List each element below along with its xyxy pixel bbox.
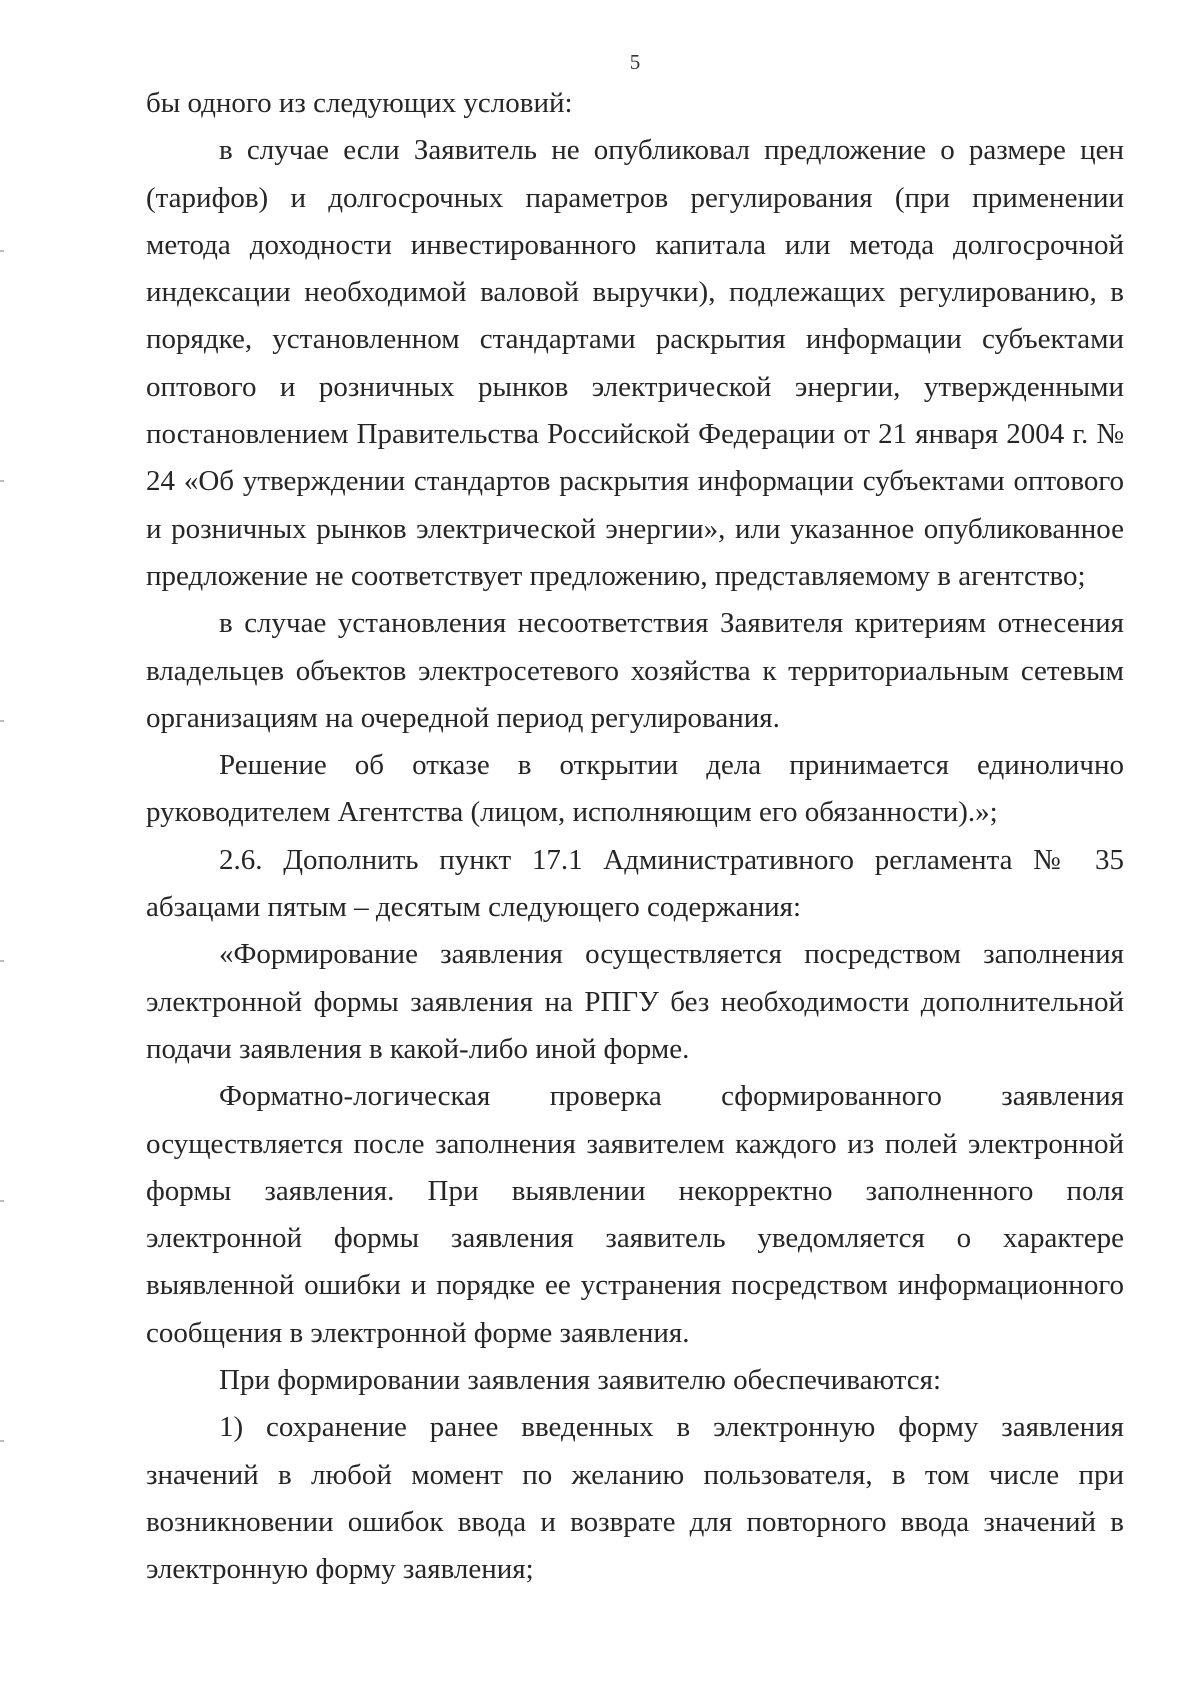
paragraph-amendment-2-6: 2.6. Дополнить пункт 17.1 Административного регламента № 35 абзацами пятым – десятым следующего содержания: [146,843,1124,924]
paragraph-condition-2: в случае установления несоответствия Заявителя критериям отнесения владельцев объектов электросетевого хозяйства к территориальным сетевым организациям на очередной период регулирования. [146,607,1124,734]
paragraph-continuation: бы одного из следующих условий: [146,87,573,119]
paragraph-refusal-decision: Решение об отказе в открытии дела принимается единолично руководителем Агентства (лицом, исполняющим его обязанности).»; [146,749,1124,829]
paragraph-format-check: Форматно-логическая проверка сформированного заявления осуществляется после заполнения заявителем каждого из полей электронной формы заявления. При выявлении некорректно заполненного поля электронной формы заявления заявитель уведомляется о характере выявленной ошибки и порядке ее устранения посредством информационного сообщения в электронной форме заявления. [146,1080,1124,1349]
paragraph-provision-1: 1) сохранение ранее введенных в электронную форму заявления значений в любой момент по желанию пользователя, в том числе при возникновении ошибок ввода и возврате для повторного ввода значений в электронную форму заявления; [146,1411,1124,1586]
document-body [146,80,1124,1594]
paragraph-provisions-intro: При формировании заявления заявителю обеспечиваются: [219,1364,942,1397]
scan-edge-marks [0,0,6,1698]
paragraph-condition-1: в случае если Заявитель не опубликовал предложение о размере цен (тарифов) и долгосрочных параметров регулирования (при применении метода доходности инвестированного капитала или метода долгосрочной индексации необходимой валовой выручки), подлежащих регулированию, в порядке, установленном стандартами раскрытия информации субъектами оптового и розничных рынков электрической энергии, утвержденными постановлением Правительства Российской Федерации от 21 января 2004 г. № 24 «Об утверждении стандартов раскрытия информации субъектами оптового и розничных рынков электрической энергии», или указанное опубликованное предложение не соответствует предложению, представляемому в агентство; [146,134,1124,592]
paragraph-form-submission: «Формирование заявления осуществляется посредством заполнения электронной формы заявления на РПГУ без необходимости дополнительной подачи заявления в какой-либо иной форме. [146,938,1124,1065]
page-number: 5 [629,50,641,74]
